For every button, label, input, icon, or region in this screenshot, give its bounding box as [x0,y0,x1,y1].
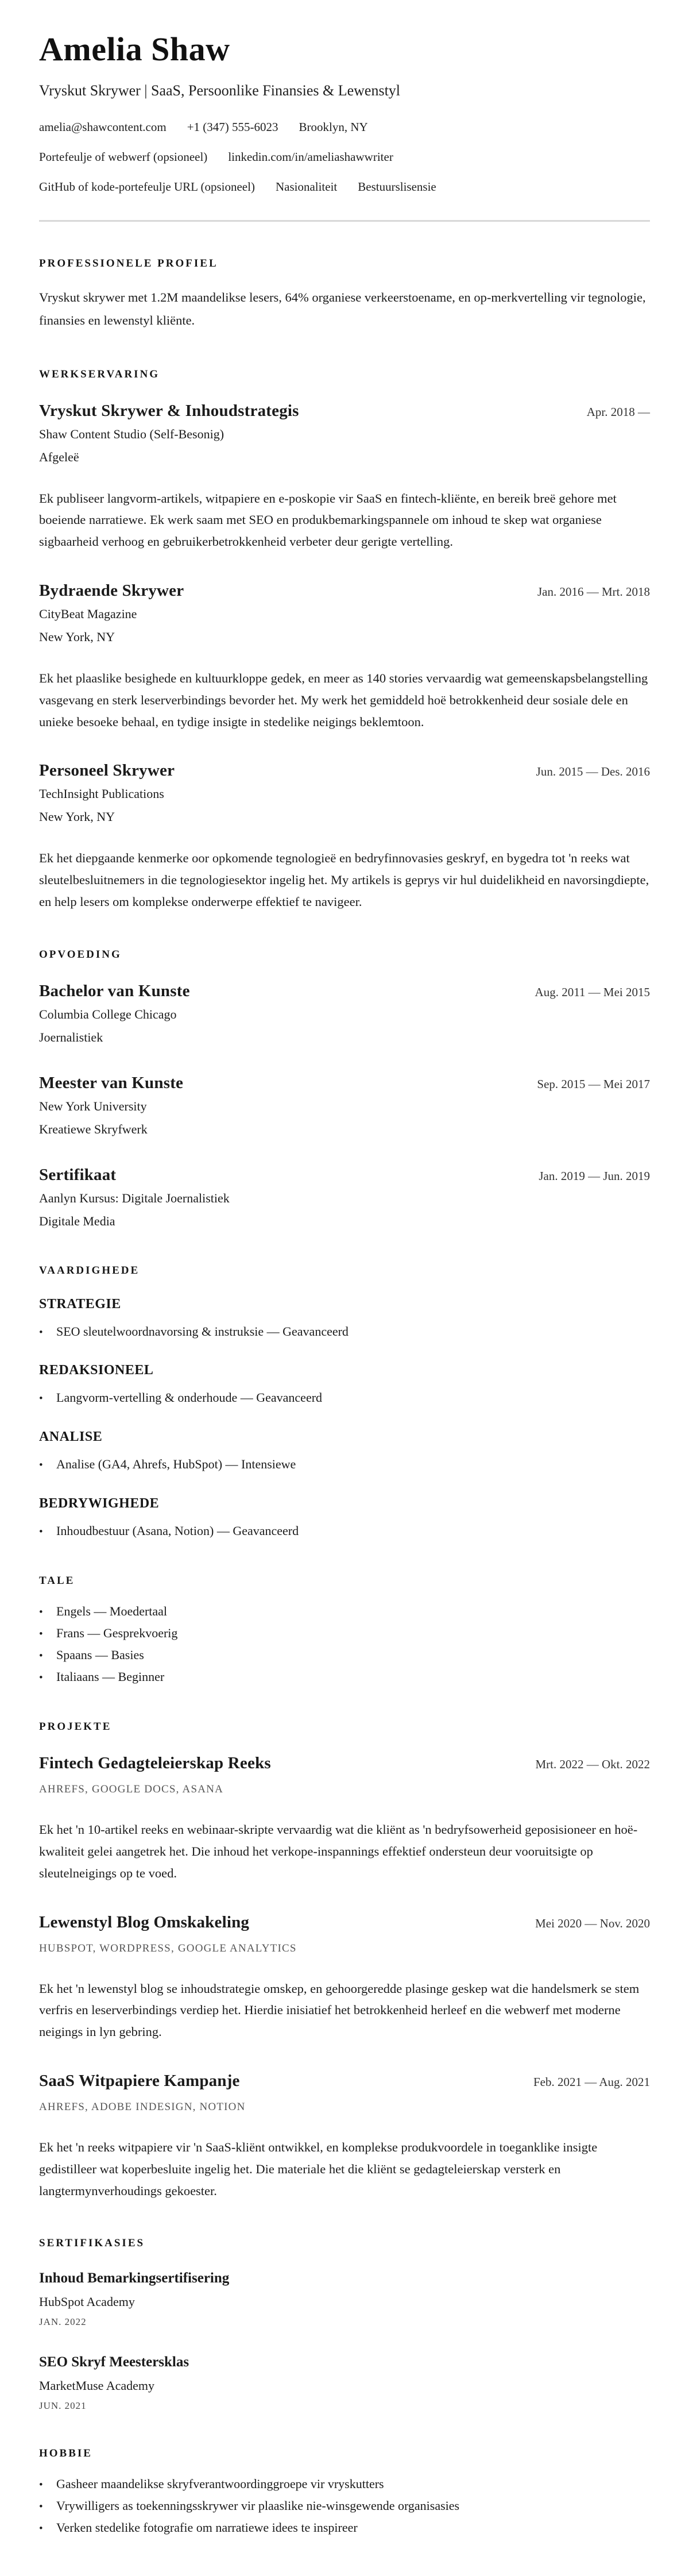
skill-list [39,1324,650,1340]
headline: Vryskut Skrywer | SaaS, Persoonlike Finansies & Lewenstyl [39,82,401,99]
nationality-text: Nasionaliteit [275,180,338,194]
location-text: Brooklyn, NY [299,119,368,134]
project-description: Ek het 'n reeks witpapiere vir 'n SaaS-kliënt ontwikkel, en komplekse produkvoordele in toeganklike insigte gedistilleer wat koperbesluite ingelig het. Die materiale het die kliënt se gedagteleierskap versterk en langtermynverhoudings gekoester. [39,2139,598,2198]
job-location: New York, NY [39,629,115,644]
bullet-icon: • [39,1628,43,1641]
project-tools: HUBSPOT, WORDPRESS, GOOGLE ANALYTICS [39,1942,297,1954]
project-description: Ek het 'n 10-artikel reeks en webinaar-skripte vervaardig wat die kliënt as 'n bedryfsowerheid geposisioneer en hoë-kwaliteit gelei aangetrek het. Die inhoud het verkope-inspannings effektief ondersteun deur vooruitsigte op sleutelneigings op te voed. [39,1822,638,1880]
bullet-icon: • [39,2522,43,2535]
language-item-text: Spaans — Basies [56,1647,144,1662]
certification-entry [39,2270,650,2328]
skill-group-label: STRATEGIE [39,1296,121,1312]
job-company: Shaw Content Studio (Self-Besonig) [39,426,224,441]
job-title: Personeel Skrywer [39,761,175,780]
language-item-text: Frans — Gesprekvoerig [56,1626,178,1641]
degree-title: Sertifikaat [39,1165,117,1184]
projects-heading: PROJEKTE [39,1721,112,1733]
degree-dates: Sep. 2015 — Mei 2017 [537,1077,650,1091]
school-name: Columbia College Chicago [39,1007,177,1021]
field-of-study: Digitale Media [39,1213,115,1228]
project-entry [39,1913,650,2043]
project-description: Ek het 'n lewenstyl blog se inhoudstrategie omskep, en gehoorgeredde plasinge geskep wat die handelsmerk se stem verfris en leserverbindings verdiep het. Hierdie inisiatief het betrokkenheid herleef en die webwerf met moderne neigings in lyn gebring. [39,1981,640,2039]
section-languages [39,1575,650,1685]
job-entry [39,402,650,553]
certification-org: MarketMuse Academy [39,2378,154,2393]
certification-date: JAN. 2022 [39,2316,87,2328]
school-name: New York University [39,1098,147,1113]
skill-group [39,1363,650,1406]
certification-org: HubSpot Academy [39,2295,135,2309]
bullet-icon: • [39,2501,43,2513]
skill-group [39,1297,650,1340]
github-text: GitHub of kode-portefeulje URL (opsioneel) [39,180,255,194]
project-title: Lewenstyl Blog Omskakeling [39,1912,250,1931]
skill-group-label: REDAKSIONEEL [39,1363,154,1378]
project-title: SaaS Witpapiere Kampanje [39,2071,240,2090]
project-dates: Mrt. 2022 — Okt. 2022 [535,1757,650,1772]
section-profile [39,257,650,333]
job-dates: Jan. 2016 — Mrt. 2018 [537,584,650,599]
project-tools: AHREFS, ADOBE INDESIGN, NOTION [39,2100,246,2113]
job-company: TechInsight Publications [39,786,164,801]
language-list [39,1603,650,1685]
hobby-item [39,2520,650,2536]
skill-item [39,1456,650,1473]
education-entry [39,982,650,1045]
contact-row-1 [39,120,650,134]
degree-title: Bachelor van Kunste [39,981,190,1000]
hobby-item-text: Vrywilligers as toekenningsskrywer vir plaaslike nie-winsgewende organisasies [56,2498,460,2513]
person-name: Amelia Shaw [39,30,230,68]
hobby-item [39,2498,650,2515]
language-item-text: Engels — Moedertaal [56,1604,168,1619]
certification-title: Inhoud Bemarkingsertifisering [39,2270,230,2286]
bullet-icon: • [39,1606,43,1619]
languages-heading: TALE [39,1575,75,1587]
certification-date: JUN. 2021 [39,2400,87,2412]
job-description: Ek publiseer langvorm-artikels, witpapiere en e-poskopie vir SaaS en fintech-kliënte, en bereik breë gehore met boeiende narratiewe. Ek werk saam met SEO en produkbemarkingspannele om inhoud te skep wat organiese sigbaarheid verhoog en gebruikerbetrokkenheid verbeter deur gerigte vertelling. [39,491,617,549]
education-entry [39,1166,650,1229]
job-title: Bydraende Skrywer [39,581,184,600]
bullet-icon: • [39,2479,43,2492]
job-entry-header [39,402,650,421]
skill-item-text: Langvorm-vertelling & onderhoude — Geavanceerd [56,1390,323,1405]
education-heading: OPVOEDING [39,948,122,961]
section-projects [39,1721,650,2201]
job-description: Ek het diepgaande kenmerke oor opkomende tegnologieë en bedryfinnovasies geskryf, en bygedra tot 'n reeks wat sleutelbesluitnemers in die tegnologiesektor ingelig het. My artikels is geprys vir hul duidelikheid en navorsingdiepte, en help lesers om komplekse onderwerpe effektief te navigeer. [39,851,649,909]
experience-heading: WERKSERVARING [39,368,160,380]
job-company: CityBeat Magazine [39,606,137,621]
section-education [39,948,650,1229]
language-item [39,1669,650,1686]
header-divider [39,220,650,222]
hobbies-heading: HOBBIE [39,2447,92,2460]
section-skills [39,1264,650,1540]
certification-title: SEO Skryf Meestersklas [39,2354,189,2370]
language-item [39,1625,650,1642]
skill-list [39,1390,650,1406]
skill-group [39,1429,650,1473]
portfolio-text: Portefeulje of webwerf (opsioneel) [39,150,208,164]
contact-row-2 [39,150,650,164]
job-entry-header [39,581,650,600]
skill-group [39,1496,650,1540]
skill-item [39,1523,650,1540]
linkedin-text: linkedin.com/in/ameliashawwriter [228,150,393,164]
section-certifications [39,2237,650,2412]
section-hobbies [39,2447,650,2536]
job-location: Afgeleë [39,449,79,464]
profile-heading: PROFESSIONELE PROFIEL [39,257,218,269]
degree-dates: Aug. 2011 — Mei 2015 [535,985,650,999]
skill-item-text: Inhoudbestuur (Asana, Notion) — Geavanceerd [56,1523,299,1538]
field-of-study: Joernalistiek [39,1029,103,1044]
profile-text: Vryskut skrywer met 1.2M maandelikse lesers, 64% organiese verkeerstoename, en op-merkvertelling vir tegnologie, finansies en lewenstyl kliënte. [39,290,646,328]
project-entry-header [39,1913,650,1932]
education-entry-header [39,1074,650,1093]
education-entry-header [39,1166,650,1185]
education-entry-header [39,982,650,1001]
degree-dates: Jan. 2019 — Jun. 2019 [539,1169,650,1183]
job-dates: Apr. 2018 — [586,404,650,419]
skill-group-label: ANALISE [39,1429,103,1445]
bullet-icon: • [39,1459,43,1472]
hobby-item-text: Verken stedelike fotografie om narratiewe idees te inspireer [56,2520,358,2535]
job-location: New York, NY [39,809,115,824]
hobby-item-text: Gasheer maandelikse skryfverantwoordinggroepe vir vryskutters [56,2477,384,2492]
bullet-icon: • [39,1649,43,1662]
language-item-text: Italiaans — Beginner [56,1669,165,1684]
phone-text: +1 (347) 555-6023 [187,119,278,134]
project-entry [39,1754,650,1884]
education-entry [39,1074,650,1137]
skill-item-text: SEO sleutelwoordnavorsing & instruksie — Geavanceerd [56,1324,349,1339]
degree-title: Meester van Kunste [39,1073,184,1092]
project-entry-header [39,1754,650,1773]
field-of-study: Kreatiewe Skryfwerk [39,1121,148,1136]
job-entry [39,581,650,732]
skill-group-label: BEDRYWIGHEDE [39,1495,160,1511]
skill-list [39,1456,650,1473]
contact-row-3 [39,180,650,194]
skill-item [39,1324,650,1340]
certification-entry [39,2354,650,2412]
email-text: amelia@shawcontent.com [39,119,167,134]
hobby-item [39,2476,650,2493]
bullet-icon: • [39,1393,43,1405]
language-item [39,1647,650,1664]
project-title: Fintech Gedagteleierskap Reeks [39,1754,271,1773]
section-experience [39,368,650,913]
job-entry [39,761,650,912]
header [39,31,650,195]
job-dates: Jun. 2015 — Des. 2016 [536,765,650,779]
job-description: Ek het plaaslike besighede en kultuurkloppe gedek, en meer as 140 stories vervaardig wat gemeenskapsbelangstelling vasgevang en sterk leserverbindings bevorder het. My werk het gemiddeld hoë betrokkenheid deur sosiale dele en unieke besoeke behaal, en tydige insigte in stedelike neigings beklemtoon. [39,670,648,729]
project-dates: Feb. 2021 — Aug. 2021 [533,2074,650,2089]
bullet-icon: • [39,1525,43,1538]
project-entry-header [39,2072,650,2091]
skill-item [39,1390,650,1406]
project-dates: Mei 2020 — Nov. 2020 [535,1916,650,1930]
job-title: Vryskut Skrywer & Inhoudstrategis [39,401,299,420]
bullet-icon: • [39,1671,43,1684]
language-item [39,1603,650,1620]
license-text: Bestuurslisensie [358,180,436,194]
hobby-list [39,2476,650,2536]
job-entry-header [39,761,650,780]
project-tools: AHREFS, GOOGLE DOCS, ASANA [39,1783,223,1796]
certifications-heading: SERTIFIKASIES [39,2237,145,2250]
project-entry [39,2072,650,2201]
bullet-icon: • [39,1326,43,1339]
school-name: Aanlyn Kursus: Digitale Joernalistiek [39,1190,230,1205]
skill-item-text: Analise (GA4, Ahrefs, HubSpot) — Intensiewe [56,1457,296,1472]
skills-heading: VAARDIGHEDE [39,1264,140,1277]
skill-list [39,1523,650,1540]
